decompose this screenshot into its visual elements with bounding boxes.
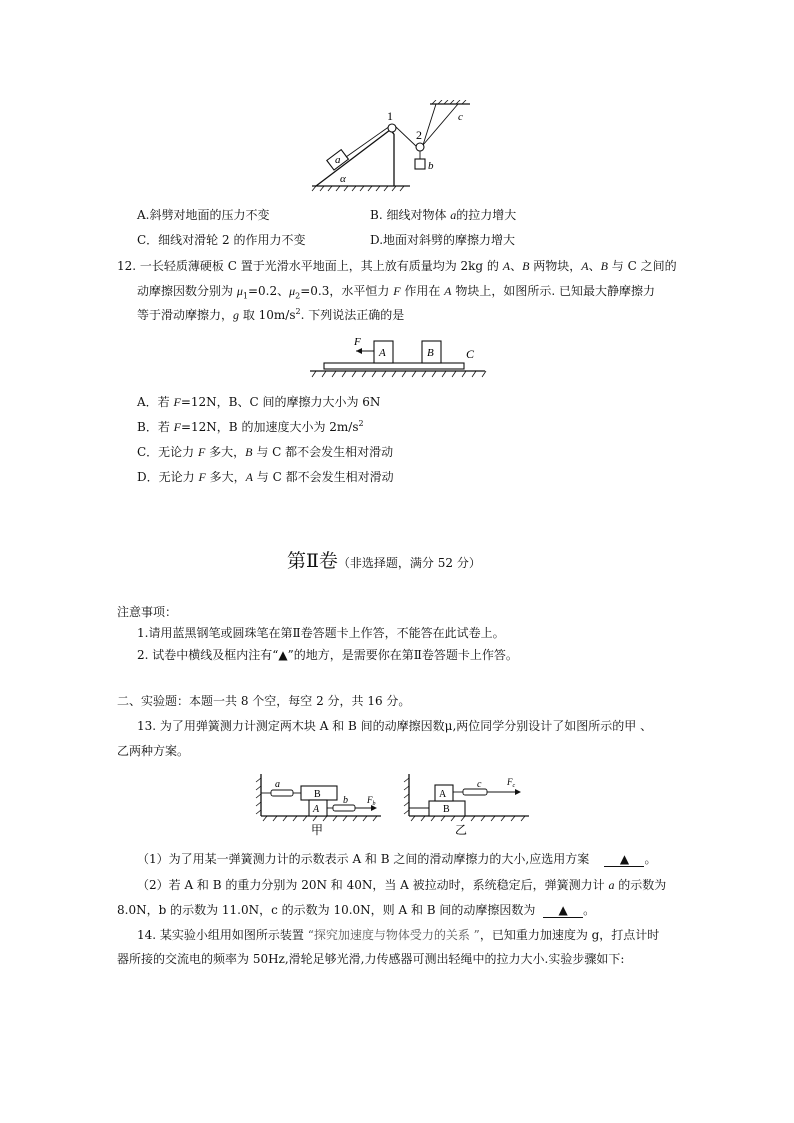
q11-option-b-pre: B. 细线对物体 [370,208,451,222]
q11-option-b-var: a [450,208,457,222]
q12-l3-b: 取 10m/s [239,308,296,322]
q13-jia-B: B [314,789,321,800]
q12-a-post: =12N，B、C 间的摩擦力大小为 6N [180,395,381,409]
q12-option-c [137,443,393,460]
q13-p2-var: a [608,878,615,892]
q12-l1-d: 与 C 之间的 [607,259,677,273]
q11-label-c: c [458,111,463,123]
q11-option-b-post: 的拉力增大 [456,208,517,222]
q11-label-1: 1 [387,109,393,123]
q11-figure [310,100,490,192]
q12-l2-F: F [393,284,401,298]
q11-label-alpha: α [340,173,346,185]
q14-line-2: 器所接的交流电的频率为 50Hz,滑轮足够光滑,力传感器可测出轻绳中的拉力大小.实验步骤如下: [117,952,625,966]
q11-label-b: b [428,160,434,172]
q13-line-2: 乙两种方案。 [117,744,190,758]
q12-l1-v2: B [522,259,530,273]
q13-part-1 [137,850,656,867]
q12-line-3 [137,306,404,323]
q12-l3-c: . 下列说法正确的是 [300,308,405,322]
part2-title: 第Ⅱ卷 [287,550,338,572]
q12-mu1-val: =0.2、 [247,284,290,298]
q13-yi-B: B [443,804,450,815]
q12-b-F: F [173,420,181,434]
q12-option-a [137,393,380,410]
q12-figure [310,333,490,379]
q12-line-2 [137,282,655,300]
q13-jia-A: A [313,804,320,815]
q12-fig-C: C [466,347,475,361]
q12-a-F: F [173,395,181,409]
q12-l1-mid: 、 [510,259,523,273]
q14-line-1 [137,926,659,943]
q12-c-F: F [198,445,206,459]
q13-part-2-line-2 [117,901,595,918]
q11-option-c: C．细线对滑轮 2 的作用力不变 [137,233,306,247]
q12-mu2-sub: 2 [295,291,301,301]
q12-l1-c: 、 [588,259,601,273]
q12-fig-B: B [427,347,434,359]
q12-b-sup: 2 [358,419,364,428]
q13-p2-answer-blank[interactable]: ▲ [543,903,583,918]
q11-option-d: D.地面对斜劈的摩擦力增大 [370,233,516,247]
q12-b-post: =12N，B 的加速度大小为 2m/s [180,420,359,434]
q12-line-1 [117,257,677,274]
q14-l1-quote: “探究加速度与物体受力的关系 ” [307,928,480,942]
q13-yi-Fc-sub: c [512,783,516,789]
q12-option-b [137,418,364,435]
q12-b-pre: B．若 [137,420,174,434]
q13-p1-text: （1）为了用某一弹簧测力计的示数表示 A 和 B 之间的滑动摩擦力的大小,应选用方案 [137,852,590,866]
q13-jia-b: b [343,795,348,806]
q13-jia-Fb-sub: b [372,801,376,807]
notes-item-2: 2. 试卷中横线及框内注有“▲”的地方，是需要你在第Ⅱ卷答题卡上作答。 [137,648,518,662]
q13-jia-Fb-main: F [367,795,373,805]
q12-c-mid: 多大， [205,445,246,459]
q12-mu2-val: =0.3，水平恒力 [300,284,394,298]
section2-heading: 二、实验题：本题一共 8 个空，每空 2 分，共 16 分。 [117,694,411,708]
q14-l1-a: 14. 某实验小组用如图所示装置 [137,928,308,942]
q12-c-B: B [245,445,253,459]
q13-p1-answer-blank[interactable]: ▲ [604,852,644,867]
q12-option-d [137,468,394,485]
q13-line-1: 13. 为了用弹簧测力计测定两木块 A 和 B 间的动摩擦因数μ,两位同学分别设计了如图所示的甲 、 [137,719,653,733]
q12-mu1-sub: 1 [242,291,248,301]
q12-l3-a: 等于滑动摩擦力， [137,308,234,322]
q12-d-pre: D．无论力 [137,470,199,484]
q13-p2-l2-end: 。 [583,903,596,917]
q11-label-a: a [335,154,341,166]
q13-p2-l2: 8.0N，b 的示数为 11.0N，c 的示数为 10.0N，则 A 和 B 间的动摩擦因数为 [117,903,536,917]
q13-jia-a: a [275,779,280,790]
q12-mu2: μ [289,284,296,298]
q13-yi-A: A [439,789,447,800]
q13-yi-Fc-main: F [507,777,513,787]
q12-l2-c: 物块上，如图所示. 已知最大静摩擦力 [451,284,655,298]
q12-fig-A: A [379,347,386,359]
notes-heading: 注意事项： [117,605,178,619]
q12-d-mid: 多大， [205,470,246,484]
q13-label-jia: 甲 [311,823,324,837]
q12-c-pre: C．无论力 [137,445,198,459]
q12-l3-g: g [233,308,240,322]
q12-l1-v3: A [581,259,589,273]
q12-d-A: A [245,470,253,484]
q12-a-pre: A．若 [137,395,174,409]
q12-c-post: 与 C 都不会发生相对滑动 [252,445,394,459]
part2-heading [287,546,481,573]
q13-yi-c: c [477,779,482,790]
q13-label-yi: 乙 [455,823,468,837]
q12-d-post: 与 C 都不会发生相对滑动 [252,470,394,484]
q11-option-b [370,206,516,223]
q12-fig-F: F [354,336,361,348]
q12-l1-b: 两物块， [529,259,582,273]
q11-option-a: A.斜劈对地面的压力不变 [137,208,270,222]
q12-l2-a: 动摩擦因数分别为 [137,284,237,298]
q13-yi-Fc [506,777,516,789]
q13-p2-l1: （2）若 A 和 B 的重力分别为 20N 和 40N，当 A 被拉动时，系统稳定后，弹簧测力计 [137,878,609,892]
q12-d-F: F [198,470,206,484]
q13-p1-end: 。 [644,852,657,866]
q12-l2-A: A [444,284,452,298]
q12-l1-v4: B [600,259,608,273]
part2-subtitle: （非选择题，满分 52 分） [337,556,481,570]
q13-p2-l1-end: 的示数为 [614,878,667,892]
q12-l3-sup: 2 [295,307,301,316]
q14-l1-b: ，已知重力加速度为 g，打点计时 [479,928,660,942]
q13-figure-yi [403,770,533,838]
q13-figure-jia [255,770,385,838]
q12-l1-v1: A [502,259,511,273]
q11-label-2: 2 [416,128,422,142]
notes-item-1: 1.请用蓝黑钢笔或圆珠笔在第Ⅱ卷答题卡上作答，不能答在此试卷上。 [137,626,505,640]
q12-l2-b: 作用在 [400,284,445,298]
q13-jia-Fb [366,795,376,807]
q13-part-2-line-1 [137,876,666,893]
q12-mu1: μ [236,284,243,298]
q12-l1-a: 12. 一长轻质薄硬板 C 置于光滑水平地面上，其上放有质量均为 2kg 的 [117,259,503,273]
